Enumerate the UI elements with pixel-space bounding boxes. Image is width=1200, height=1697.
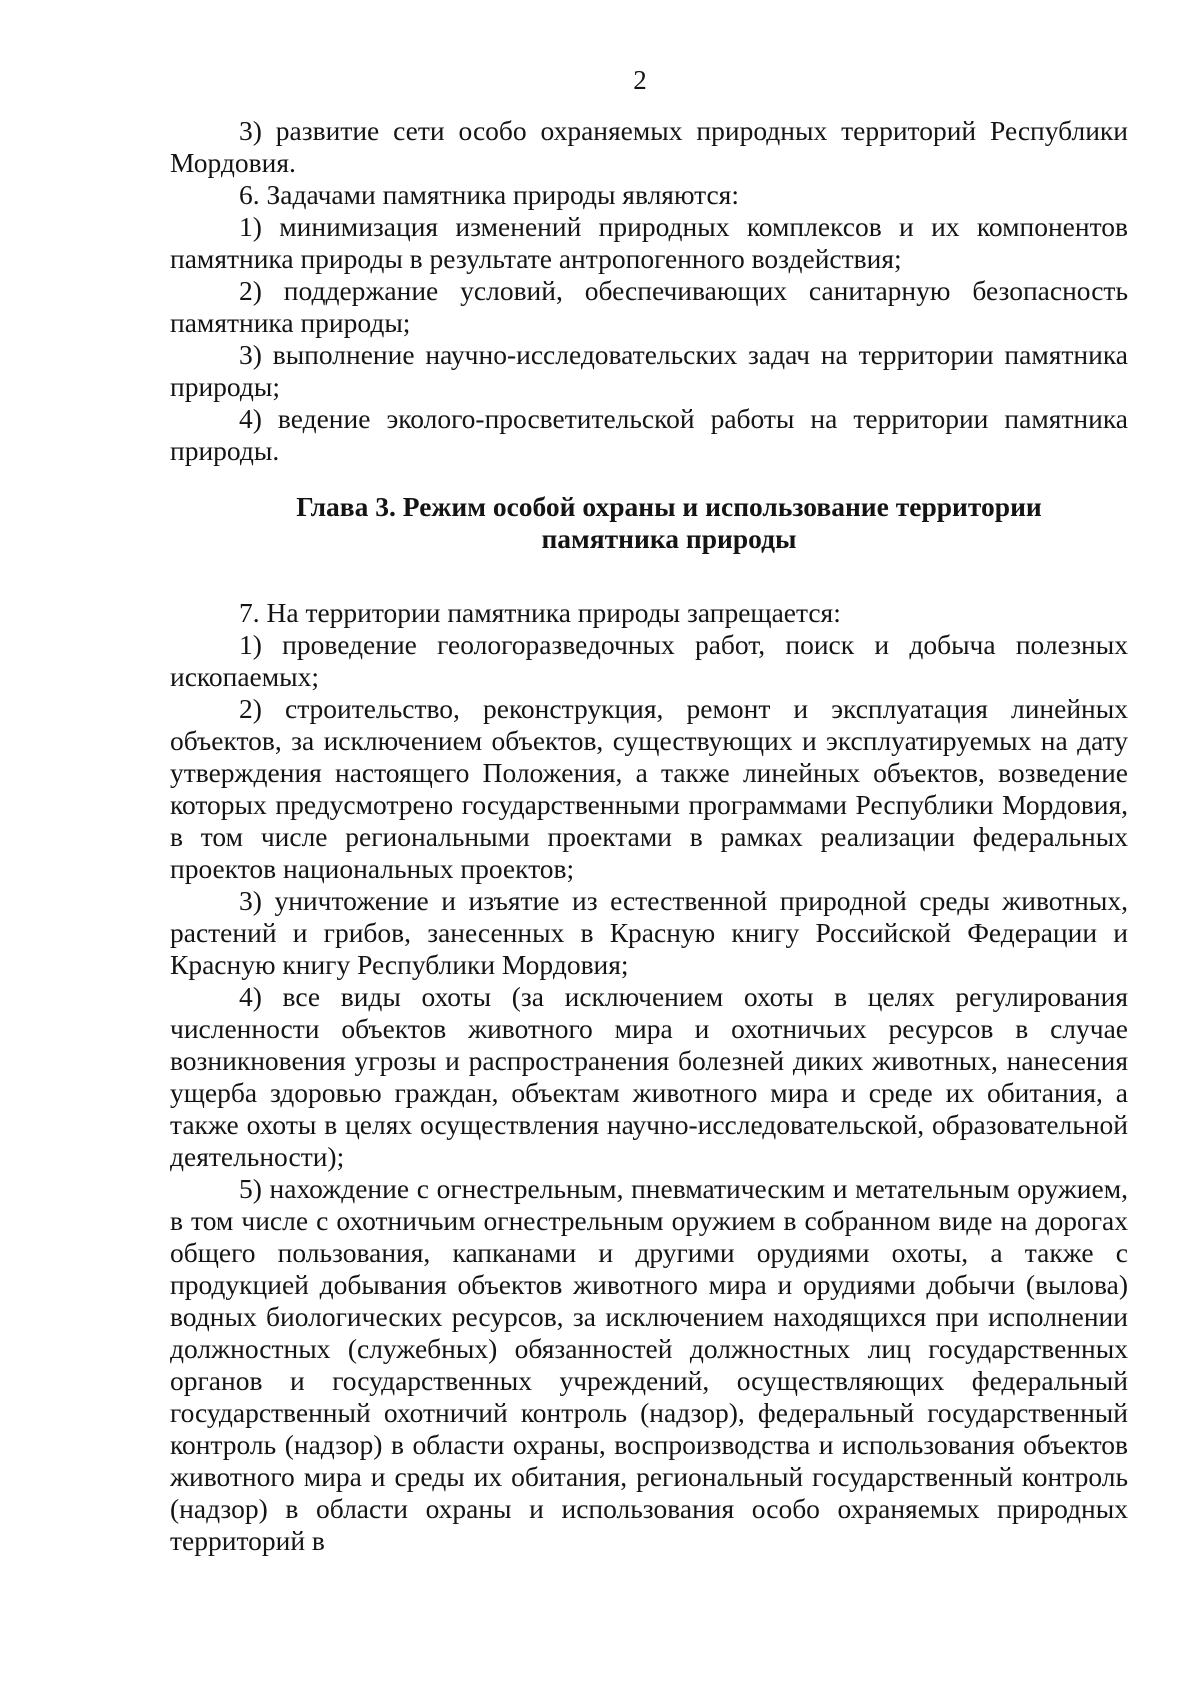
paragraph-prohibition-5: 5) нахождение с огнестрельным, пневматическим и метательным оружием, в том числе с охотничьим огнестрельным оружием в собранном виде на дорогах общего пользования, капканами и другими орудиями охоты, а также с продукцией добывания объектов животного мира и орудиями добычи (вылова) водных биологических ресурсов, за исключением находящихся при исполнении должностных (служебных) обязанностей должностных лиц государственных органов и государственных учреждений, осуществляющих федеральный государственный охотничий контроль (надзор), федеральный государственный контроль (надзор) в области охраны, воспроизводства и использования объектов животного мира и среды их обитания, региональный государственный контроль (надзор) в области охраны и использования особо охраняемых природных территорий в	[170, 1173, 1128, 1556]
paragraph-prohibition-1: 1) проведение геологоразведочных работ, поиск и добыча полезных ископаемых;	[170, 629, 1128, 692]
document-body	[170, 115, 1128, 1557]
paragraph-task-1: 1) минимизация изменений природных комплексов и их компонентов памятника природы в результате антропогенного воздействия;	[170, 211, 1128, 274]
chapter-heading-line-2: памятника природы	[541, 523, 797, 554]
paragraph-item-3-network: 3) развитие сети особо охраняемых природных территорий Республики Мордовия.	[170, 115, 1128, 178]
paragraph-prohibition-3: 3) уничтожение и изъятие из естественной природной среды животных, растений и грибов, занесенных в Красную книгу Российской Федерации и Красную книгу Республики Мордовия;	[170, 885, 1128, 980]
paragraph-point-7: 7. На территории памятника природы запрещается:	[239, 597, 841, 628]
paragraph-prohibition-2: 2) строительство, реконструкция, ремонт и эксплуатация линейных объектов, за исключением объектов, существующих и эксплуатируемых на дату утверждения настоящего Положения, а также линейных объектов, возведение которых предусмотрено государственными программами Республики Мордовия, в том числе региональными проектами в рамках реализации федеральных проектов национальных проектов;	[170, 693, 1128, 884]
paragraph-task-2: 2) поддержание условий, обеспечивающих санитарную безопасность памятника природы;	[170, 275, 1128, 338]
page-number: 2	[633, 65, 647, 95]
chapter-heading	[170, 491, 1128, 555]
paragraph-task-3: 3) выполнение научно-исследовательских задач на территории памятника природы;	[170, 339, 1128, 402]
paragraph-point-6: 6. Задачами памятника природы являются:	[239, 179, 739, 210]
paragraph-prohibition-4: 4) все виды охоты (за исключением охоты в целях регулирования численности объектов животного мира и охотничьих ресурсов в случае возникновения угрозы и распространения болезней диких животных, нанесения ущерба здоровью граждан, объектам животного мира и среде их обитания, а также охоты в целях осуществления научно-исследовательской, образовательной деятельности);	[170, 981, 1128, 1172]
paragraph-task-4: 4) ведение эколого-просветительской работы на территории памятника природы.	[170, 403, 1128, 466]
chapter-heading-line-1: Глава 3. Режим особой охраны и использование территории	[296, 491, 1042, 522]
